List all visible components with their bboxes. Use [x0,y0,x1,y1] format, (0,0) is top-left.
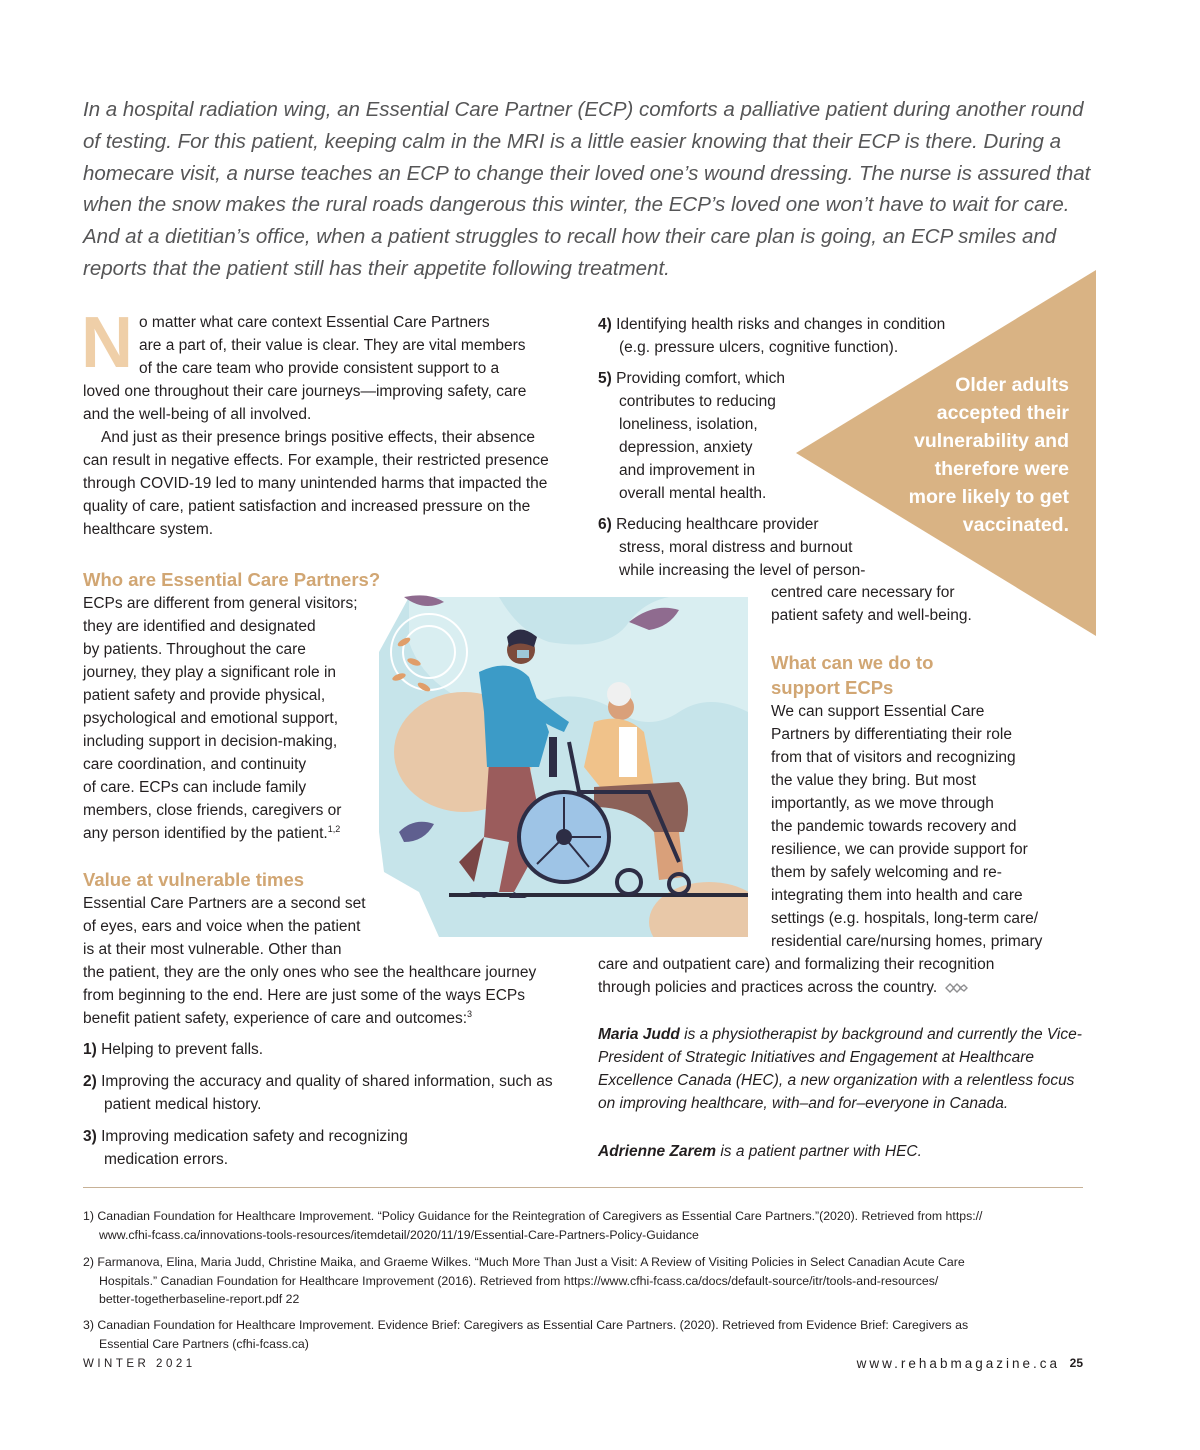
text-line: Essential Care Partners are a second set [83,895,366,912]
what-paragraph-rest [598,953,1078,999]
benefit-list [83,1038,553,1171]
text-span: the patient, they are the only ones who see the healthcare journey from beginning to the end. Here are just some of the ways ECPs benefit patient safety, experience of care and outcomes: [83,964,537,1027]
text-line: centred care necessary for [771,584,955,601]
list-item [598,513,998,582]
end-mark-icon [944,982,968,994]
list-number: 2) [83,1073,97,1090]
text-line: are a part of, their value is clear. They are vital members [139,337,526,354]
list-text: and improvement in [619,462,756,479]
list-number: 5) [598,370,612,387]
intro-paragraph: In a hospital radiation wing, an Essential Care Partner (ECP) comforts a palliative patient during another round of testing. For this patient, keeping calm in the MRI is a little easier knowing that their ECP is there. During a homecare visit, a nurse teaches an ECP to change their loved one’s wound dressing. The nurse is assured that when the snow makes the rural roads dangerous this winter, the ECP’s loved one won’t have to wait for care. And at a dietitian’s office, when a patient struggles to recall how their care plan is going, an ECP smiles and reports that the patient still has their appetite following treatment. [83,98,1091,280]
list-item [598,367,998,505]
text-line: from that of visitors and recognizing [771,749,1016,766]
list-text: depression, anxiety [619,439,753,456]
footnote-rule [83,1187,1083,1188]
list-text: Providing comfort, which [616,370,785,387]
text-line: o matter what care context Essential Care Partners [139,314,490,331]
footnote-2 [83,1253,1099,1309]
pull-quote-line: vulnerability and [914,430,1069,452]
opening-paragraph [81,303,553,426]
list-item [83,1125,474,1171]
list-item [83,1038,553,1061]
list-text: while increasing the level of person- [619,562,866,579]
list-number: 1) [83,1041,97,1058]
who-paragraph [83,592,383,845]
footnote-line: 2) Farmanova, Elina, Maria Judd, Christine Maika, and Graeme Wilkes. “Much More Than Just a Visit: A Review of Visiting Policies in Select Canadian Acute Care [83,1255,965,1269]
footnote-ref: 1,2 [327,823,341,834]
footnote-line: www.cfhi-fcass.ca/innovations-tools-resources/itemdetail/2020/11/19/Essential-Care-Partners-Policy-Guidance [99,1227,699,1242]
column-right-list [598,313,998,582]
text-line: members, close friends, caregivers or [83,802,342,819]
list-item [83,1070,559,1116]
heading-what-can-we-do [771,650,1071,700]
text-line: patient safety and provide physical, [83,687,326,704]
text-line: psychological and emotional support, [83,710,339,727]
pull-quote-line: vaccinated. [962,514,1069,536]
text-line: settings (e.g. hospitals, long-term care/ [771,910,1039,927]
text-line: they are identified and designated [83,618,316,635]
website-url: www.rehabmagazine.ca [856,1356,1060,1371]
text-line: journey, they play a significant role in [83,664,337,681]
list-text: Reducing healthcare provider [616,516,819,533]
text-line: by patients. Throughout the care [83,641,306,658]
author-bio: is a physiotherapist by background and currently the Vice-President of Strategic Initiatives and Engagement at Healthcare Excellence Canada (HEC), a new organization with a relentless focus on improving healthcare, with–and for–everyone in Canada. [598,1026,1082,1112]
text-line: them by safely welcoming and re- [771,864,1002,881]
footnote-line: Essential Care Partners (cfhi-fcass.ca) [99,1336,309,1351]
text-line [83,822,383,845]
text-line: integrating them into health and care [771,887,1023,904]
text-line: of eyes, ears and voice when the patient [83,918,361,935]
text-line: residential care/nursing homes, primary [771,933,1043,950]
text-line: care coordination, and continuity [83,756,307,773]
text-line: of the care team who provide consistent support to a [139,360,500,377]
footnote-3 [83,1316,1099,1353]
pull-quote-line: therefore were [934,458,1069,480]
text-line: is at their most vulnerable. Other than [83,941,342,958]
author-bio-2 [598,1140,1088,1163]
pull-quote-line: more likely to get [908,486,1069,508]
list-text: Identifying health risks and changes in condition [616,316,946,333]
text-line: importantly, as we move through [771,795,994,812]
footnote-ref: 3 [467,1008,473,1019]
list-item [598,313,998,359]
second-paragraph: And just as their presence brings positive effects, their absence can result in negative effects. For example, their restricted presence through COVID-19 led to many unintended harms that impacted the quality of care, patient satisfaction and increased pressure on the healthcare system. [83,429,549,538]
author-name: Maria Judd [598,1026,680,1043]
text-line: of care. ECPs can include family [83,779,307,796]
list-number: 4) [598,316,612,333]
author-name: Adrienne Zarem [598,1143,717,1160]
heading-who-are-ecps: Who are Essential Care Partners? [83,569,381,590]
pull-quote-line: accepted their [936,402,1069,424]
list-text: Helping to prevent falls. [101,1041,264,1058]
list-text: Improving the accuracy and quality of shared information, such as patient medical history. [101,1073,553,1113]
text-line: patient safety and well-being. [771,607,972,624]
pull-quote-line: Older adults [955,374,1069,396]
heading-line: support ECPs [771,677,894,698]
text-line: the pandemic towards recovery and [771,818,1017,835]
text-line: ECPs are different from general visitors; [83,595,358,612]
text-line: Partners by differentiating their role [771,726,1012,743]
caregiver-wheelchair-illustration [379,592,748,937]
heading-value-vulnerable: Value at vulnerable times [83,869,305,890]
page-number: 25 [1069,1356,1083,1370]
footnote-line: Hospitals.” Canadian Foundation for Healthcare Improvement (2016). Retrieved from https://www.cfhi-fcass.ca/docs/default-source/itr/tools-and-resources/ [99,1273,939,1288]
item6-continuation [771,581,1071,627]
text-span: through policies and practices across the country. [598,979,938,996]
text-line [598,976,1078,999]
author-bio-text [598,1023,1088,1115]
list-text: loneliness, isolation, [619,416,758,433]
text-line: including support in decision-making, [83,733,338,750]
text-line: loved one throughout their care journeys—improving safety, care and the well-being of all involved. [83,383,527,423]
text-line: resilience, we can provide support for [771,841,1028,858]
footnote-1 [83,1207,1099,1244]
issue-label: WINTER 2021 [83,1358,196,1370]
list-number: 3) [83,1128,97,1145]
text-line: care and outpatient care) and formalizing their recognition [598,956,995,973]
list-text: Improving medication safety and recognizing medication errors. [101,1128,408,1168]
list-number: 6) [598,516,612,533]
author-bio-1 [598,1023,1088,1115]
drop-cap: N [81,303,133,383]
value-paragraph-rest [83,961,553,1030]
list-text: overall mental health. [619,485,767,502]
footnote-line: 1) Canadian Foundation for Healthcare Improvement. “Policy Guidance for the Reintegration of Caregivers as Essential Care Partners.”(2020). Retrieved from https:// [83,1209,983,1223]
heading-line: What can we do to [771,652,934,673]
value-paragraph-top [83,892,393,961]
text-span: any person identified by the patient. [83,825,328,842]
footnote-line: better-togetherbaseline-report.pdf 22 [99,1292,300,1306]
what-paragraph-top [771,700,1091,953]
author-bio: is a patient partner with HEC. [716,1143,922,1160]
author-bio-text [598,1140,1088,1163]
text-line: the value they bring. But most [771,772,977,789]
list-text: contributes to reducing [619,393,776,410]
text-line: We can support Essential Care [771,703,985,720]
list-text: (e.g. pressure ulcers, cognitive function). [619,339,899,356]
footnote-line: 3) Canadian Foundation for Healthcare Improvement. Evidence Brief: Caregivers as Essential Care Partners. (2020). Retrieved from Evidence Brief: Caregivers as [83,1318,969,1332]
list-text: stress, moral distress and burnout [619,539,853,556]
